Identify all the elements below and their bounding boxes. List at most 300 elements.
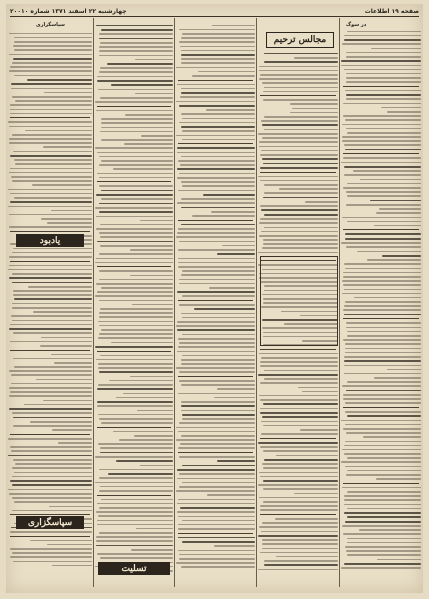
text-line	[97, 152, 173, 154]
text-line	[100, 557, 173, 559]
newspaper-page	[6, 4, 423, 593]
text-line	[10, 168, 92, 170]
text-line	[344, 365, 421, 367]
text-line	[96, 511, 173, 513]
text-line	[343, 103, 421, 105]
text-line	[181, 62, 255, 64]
text-line	[15, 100, 92, 102]
text-line	[178, 160, 255, 162]
text-line	[99, 203, 173, 205]
block-divider	[10, 231, 90, 232]
block-divider	[343, 153, 419, 154]
text-line	[347, 516, 421, 518]
block-divider	[10, 536, 90, 537]
text-line	[181, 401, 255, 403]
text-line	[264, 370, 338, 372]
text-line	[260, 399, 338, 401]
text-line	[345, 238, 421, 240]
text-line	[298, 387, 338, 389]
text-line	[262, 158, 338, 160]
text-line	[276, 455, 338, 457]
text-line	[130, 376, 173, 378]
text-line	[179, 279, 255, 281]
text-line	[181, 410, 255, 412]
block-divider	[178, 143, 253, 144]
text-line	[345, 402, 421, 404]
text-line	[258, 176, 338, 178]
text-line	[346, 128, 421, 130]
text-line	[180, 164, 255, 166]
text-line	[342, 43, 421, 45]
text-line	[344, 35, 421, 37]
block-divider	[343, 229, 419, 230]
text-line	[263, 239, 338, 241]
text-line	[345, 546, 421, 548]
text-line	[258, 374, 338, 376]
text-line	[98, 515, 173, 517]
text-line	[141, 135, 173, 137]
text-line	[14, 366, 92, 368]
text-line	[346, 94, 421, 96]
text-line	[181, 54, 255, 56]
text-line	[9, 126, 92, 128]
text-line	[179, 486, 255, 488]
text-line	[47, 222, 92, 224]
text-line	[260, 205, 338, 207]
text-line	[9, 395, 92, 397]
block-divider	[97, 495, 171, 496]
text-line	[99, 325, 173, 327]
text-line	[99, 232, 173, 234]
text-line	[347, 491, 421, 493]
text-line	[264, 116, 338, 118]
text-line	[181, 198, 255, 200]
text-line	[14, 159, 92, 161]
text-line	[262, 137, 338, 139]
text-line	[263, 243, 338, 245]
text-line	[258, 133, 338, 135]
text-line	[99, 316, 173, 318]
block-divider	[178, 533, 253, 534]
text-line	[346, 81, 421, 83]
text-line	[198, 71, 255, 73]
text-line	[178, 346, 255, 348]
text-line	[135, 93, 173, 95]
text-line	[11, 383, 92, 385]
text-line	[41, 337, 92, 339]
text-line	[182, 317, 255, 319]
text-line	[259, 141, 338, 143]
text-line	[259, 78, 338, 80]
text-line	[176, 101, 255, 103]
text-line	[259, 222, 338, 224]
text-line	[11, 374, 92, 376]
text-line	[176, 427, 255, 429]
text-line	[12, 180, 92, 182]
block-divider	[260, 514, 336, 515]
text-line	[10, 193, 92, 195]
text-line	[344, 356, 421, 358]
text-line	[264, 564, 338, 566]
text-line	[177, 291, 255, 293]
block-divider	[260, 95, 336, 96]
text-line	[343, 284, 421, 286]
text-line	[52, 565, 92, 567]
text-line	[116, 460, 173, 462]
text-line	[99, 164, 173, 166]
text-line	[95, 456, 173, 458]
text-line	[14, 75, 92, 77]
text-line	[12, 320, 92, 322]
text-line	[264, 184, 338, 186]
text-line	[346, 56, 421, 58]
text-line	[97, 401, 173, 403]
text-line	[353, 170, 421, 172]
text-line	[12, 62, 92, 64]
text-line	[10, 531, 92, 533]
text-line	[260, 505, 338, 507]
text-line	[14, 41, 92, 43]
text-line	[100, 97, 173, 99]
text-line	[30, 540, 92, 542]
text-line	[8, 189, 92, 191]
text-line	[101, 29, 173, 31]
text-line	[343, 187, 421, 189]
text-line	[347, 381, 421, 383]
column-3	[176, 20, 255, 585]
page-header	[10, 7, 419, 17]
text-line	[182, 520, 255, 522]
text-line	[259, 146, 338, 148]
text-line	[96, 258, 173, 260]
text-line	[344, 360, 421, 362]
text-line	[11, 88, 92, 90]
text-line	[182, 465, 255, 467]
text-block	[176, 20, 255, 585]
text-line	[177, 152, 255, 154]
text-line	[342, 449, 421, 451]
text-line	[192, 75, 255, 77]
text-line	[97, 405, 173, 407]
text-line	[179, 371, 255, 373]
text-line	[347, 31, 421, 33]
text-line	[13, 417, 92, 419]
block-divider	[10, 350, 90, 351]
notice-box	[260, 256, 338, 346]
text-line	[294, 57, 338, 59]
issue-date: چهارشنبه ۲۲ اسفند ۱۳۷۱ شماره ۲۰۰۱۰	[10, 8, 127, 15]
text-line	[346, 77, 421, 79]
text-line	[262, 522, 338, 524]
text-line	[12, 467, 92, 469]
banner-label: مجالس ترحیم	[273, 35, 327, 45]
text-line	[262, 82, 338, 84]
text-line	[182, 130, 255, 132]
text-line	[9, 138, 92, 140]
text-line	[214, 397, 255, 399]
text-line	[13, 294, 92, 296]
text-line	[179, 105, 255, 107]
text-line	[276, 556, 338, 558]
text-line	[261, 150, 338, 152]
text-line	[178, 537, 255, 539]
text-line	[258, 535, 338, 537]
text-line	[343, 309, 421, 311]
text-line	[345, 343, 421, 345]
text-line	[264, 61, 338, 63]
text-line	[97, 553, 173, 555]
text-line	[99, 371, 173, 373]
text-line	[13, 561, 92, 563]
text-line	[192, 215, 255, 217]
text-line	[346, 191, 421, 193]
text-line	[264, 227, 338, 229]
text-line	[96, 25, 173, 27]
text-line	[95, 207, 173, 209]
text-line	[264, 87, 338, 89]
text-line	[177, 177, 255, 179]
text-line	[343, 272, 421, 274]
text-line	[346, 432, 421, 434]
text-line	[181, 156, 255, 158]
text-line	[275, 518, 338, 520]
text-line	[101, 198, 173, 200]
block-divider	[97, 351, 171, 352]
block-divider	[343, 318, 419, 319]
text-line	[181, 92, 255, 94]
column-5	[8, 20, 92, 585]
section-head: سپاسگزاری	[36, 22, 65, 28]
text-line	[263, 488, 338, 490]
text-line	[194, 308, 255, 310]
text-line	[12, 273, 92, 275]
column-divider	[93, 18, 94, 587]
text-line	[176, 325, 255, 327]
text-line	[181, 435, 255, 437]
text-line	[97, 524, 173, 526]
text-line	[344, 174, 421, 176]
text-line	[9, 328, 92, 330]
text-line	[179, 342, 255, 344]
text-line	[98, 443, 173, 445]
text-line	[260, 552, 338, 554]
text-line	[181, 384, 255, 386]
text-line	[25, 130, 92, 132]
text-line	[376, 212, 421, 214]
text-line	[136, 528, 173, 530]
text-line	[264, 459, 338, 461]
text-line	[263, 197, 338, 199]
text-line	[347, 132, 421, 134]
text-line	[182, 541, 255, 543]
text-line	[99, 279, 173, 281]
text-line	[261, 357, 338, 359]
text-line	[179, 380, 255, 382]
text-line	[95, 101, 173, 103]
text-line	[99, 50, 173, 52]
text-line	[345, 301, 421, 303]
text-line	[113, 168, 173, 170]
text-line	[40, 345, 92, 347]
text-line	[51, 210, 92, 212]
text-line	[346, 327, 421, 329]
text-line	[99, 156, 173, 158]
text-line	[9, 70, 92, 72]
text-line	[179, 241, 255, 243]
text-line	[177, 478, 255, 480]
text-line	[30, 421, 92, 423]
text-line	[347, 542, 421, 544]
text-line	[344, 512, 421, 514]
text-line	[99, 185, 173, 187]
banner-label: یادبود	[39, 235, 61, 246]
text-line	[342, 525, 421, 527]
block-divider	[10, 261, 90, 262]
block-divider	[97, 181, 171, 182]
text-line	[99, 211, 173, 213]
text-line	[177, 503, 255, 505]
text-line	[211, 211, 255, 213]
text-line	[382, 255, 421, 257]
text-line	[181, 207, 255, 209]
banner-tasliyat	[98, 562, 170, 575]
text-line	[262, 539, 338, 541]
text-line	[36, 379, 92, 381]
text-line	[342, 136, 421, 138]
text-line	[95, 262, 173, 264]
text-line	[259, 497, 338, 499]
text-line	[12, 252, 92, 254]
text-line	[101, 139, 173, 141]
text-line	[261, 209, 338, 211]
text-line	[11, 176, 92, 178]
text-line	[14, 197, 92, 199]
text-line	[217, 388, 255, 390]
text-line	[176, 135, 255, 137]
text-line	[381, 107, 421, 109]
text-line	[345, 521, 421, 523]
text-line	[341, 567, 421, 569]
text-line	[12, 307, 92, 309]
text-line	[100, 308, 173, 310]
text-line	[345, 268, 421, 270]
text-line	[49, 506, 92, 508]
text-line	[99, 46, 173, 48]
text-line	[212, 25, 255, 27]
text-line	[178, 550, 255, 552]
text-line	[377, 559, 421, 561]
text-line	[130, 275, 173, 277]
text-line	[261, 421, 338, 423]
text-line	[9, 277, 92, 279]
text-line	[179, 29, 255, 31]
text-line	[344, 563, 421, 565]
text-line	[263, 480, 338, 482]
text-line	[179, 422, 255, 424]
text-line	[96, 283, 173, 285]
text-line	[8, 121, 92, 123]
text-line	[96, 536, 173, 538]
text-line	[344, 166, 421, 168]
text-line	[99, 38, 173, 40]
text-line	[44, 92, 92, 94]
text-line	[262, 543, 338, 545]
text-line	[363, 436, 421, 438]
text-line	[181, 313, 255, 315]
text-line	[181, 566, 255, 568]
text-line	[341, 162, 421, 164]
text-line	[14, 501, 92, 503]
text-line	[14, 49, 92, 51]
text-line	[262, 416, 338, 418]
text-line	[343, 276, 421, 278]
text-line	[10, 66, 92, 68]
text-line	[180, 443, 255, 445]
text-line	[52, 429, 92, 431]
text-line	[101, 499, 173, 501]
text-line	[24, 404, 92, 406]
text-line	[99, 333, 173, 335]
text-line	[387, 111, 421, 113]
text-line	[178, 516, 255, 518]
text-line	[264, 214, 338, 216]
text-line	[9, 142, 92, 144]
text-line	[97, 76, 173, 78]
text-line	[263, 501, 338, 503]
text-line	[347, 457, 421, 459]
text-line	[99, 507, 173, 509]
text-line	[99, 270, 173, 272]
text-line	[9, 265, 92, 267]
text-line	[344, 39, 421, 41]
text-line	[109, 380, 173, 382]
block-divider	[97, 106, 171, 107]
text-line	[344, 263, 421, 265]
text-line	[342, 217, 421, 219]
text-line	[9, 226, 92, 228]
text-line	[10, 341, 92, 343]
text-line	[9, 387, 92, 389]
text-line	[13, 45, 92, 47]
column-divider	[174, 18, 175, 587]
text-line	[260, 74, 338, 76]
text-line	[302, 391, 338, 393]
text-line	[261, 433, 338, 435]
text-line	[97, 241, 173, 243]
text-line	[262, 247, 338, 249]
text-line	[13, 248, 92, 250]
text-line	[182, 418, 255, 420]
text-line	[345, 149, 421, 151]
text-line	[100, 452, 173, 454]
block-divider	[10, 434, 90, 435]
text-line	[344, 289, 421, 291]
text-line	[343, 398, 421, 400]
text-line	[347, 470, 421, 472]
text-line	[264, 192, 338, 194]
text-line	[179, 283, 255, 285]
text-line	[8, 206, 92, 208]
text-line	[347, 538, 421, 540]
text-line	[47, 544, 92, 546]
text-line	[132, 304, 173, 306]
text-line	[177, 469, 255, 471]
text-line	[179, 173, 255, 175]
text-line	[119, 439, 173, 441]
banner-label: تسلیت	[121, 563, 147, 574]
column-divider	[256, 18, 257, 587]
text-line	[116, 397, 173, 399]
